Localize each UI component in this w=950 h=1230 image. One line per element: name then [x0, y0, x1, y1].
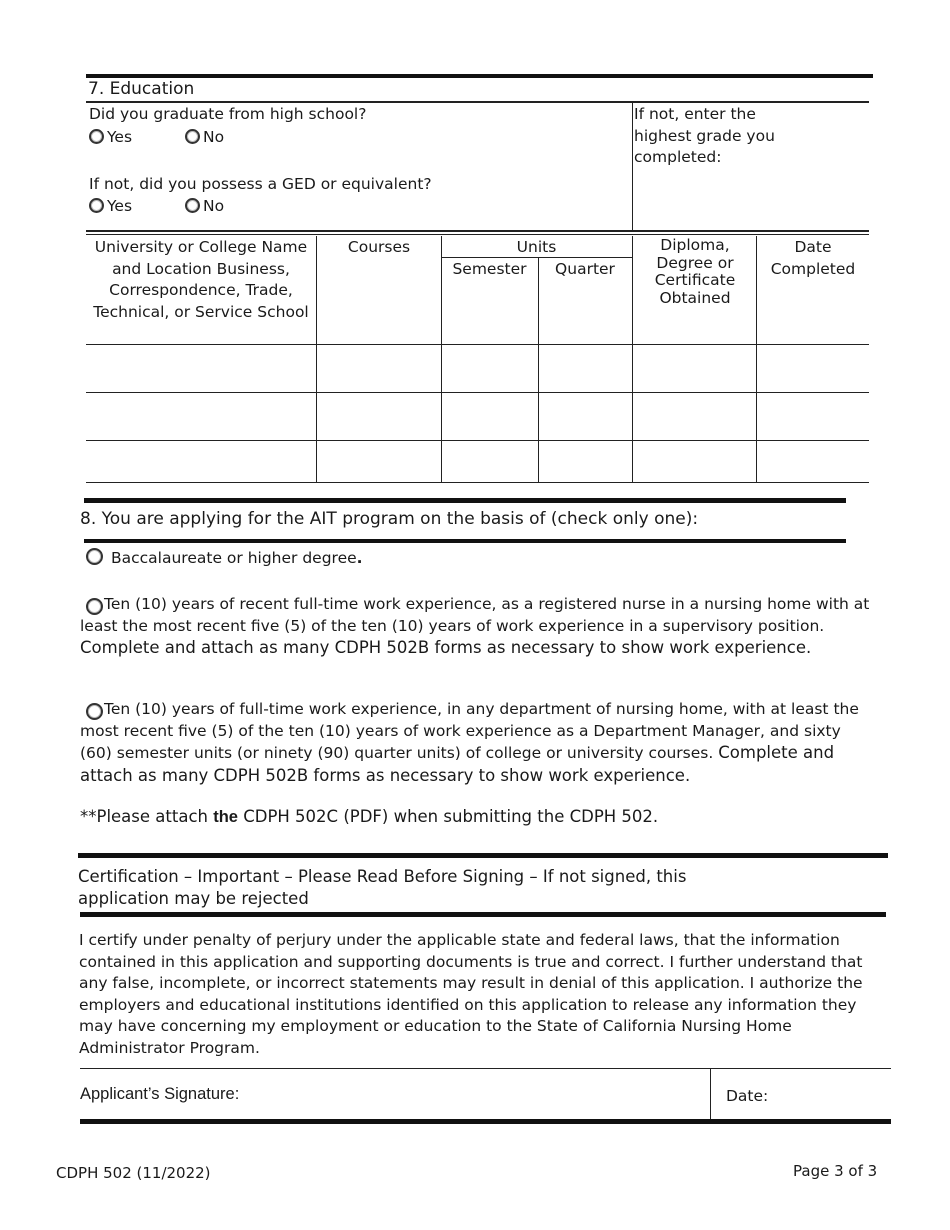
highschool-question: Did you graduate from high school? [89, 105, 367, 123]
col-courses-header: Courses [347, 238, 411, 256]
form-id: CDPH 502 (11/2022) [56, 1164, 211, 1182]
units-subheader-rule [441, 257, 632, 258]
section8-top-rule [84, 498, 846, 503]
col-quarter-header: Quarter [555, 260, 615, 278]
section7-top-rule [86, 74, 873, 78]
radio-button-icon[interactable] [89, 198, 104, 213]
col-diploma-header: Diploma, Degree or Certificate Obtained [654, 236, 736, 307]
certification-title: Certification – Important – Please Read Before Signing – If not signed, this application may be rejected [78, 867, 687, 908]
highest-grade-label: If not, enter the highest grade you completed: [634, 105, 775, 166]
education-table-top-rule-2 [86, 234, 869, 235]
radio-button-icon[interactable] [185, 198, 200, 213]
certification-top-rule [78, 853, 888, 858]
signature-label: Applicant’s Signature: [80, 1085, 240, 1103]
col-date-header: Date Completed [770, 238, 856, 278]
col-school-header: University or College Name and Location Business, Correspondence, Trade, Technical, or Service School [93, 238, 309, 321]
education-table-top-rule-1 [86, 230, 869, 232]
table-row[interactable] [86, 441, 869, 482]
section8-title: 8. You are applying for the AIT program on the basis of (check only one): [80, 509, 699, 529]
signature-top-rule [80, 1068, 891, 1069]
col-semester-header: Semester [452, 260, 527, 278]
table-row[interactable] [86, 393, 869, 440]
ged-yes[interactable]: Yes [89, 196, 132, 217]
date-field[interactable] [775, 1072, 887, 1118]
date-label: Date: [726, 1087, 769, 1105]
highschool-yes[interactable]: Yes [89, 127, 132, 148]
table-row-line [86, 482, 869, 483]
certification-body: I certify under penalty of perjury under the applicable state and federal laws, that the information contained in this application and supporting documents is true and correct. I further understand that any false, incomplete, or incorrect statements may result in denial of this application. I authorize the employers and educational institutions identified on this application to release any information they may have concerning my employment or education to the State of California Nursing Home Administrator Program. [79, 931, 863, 1057]
attach-note: **Please attach the CDPH 502C (PDF) when submitting the CDPH 502. [80, 807, 659, 826]
option-department-manager[interactable]: Ten (10) years of full-time work experience, in any department of nursing home, with at least the most recent five (5) of the ten (10) years of work experience as a Department Manager, and sixty (60) semester units (or ninety (90) quarter units) of college or university courses. Complete and attach as many CDPH 502B forms as necessary to show work experience. [80, 700, 859, 785]
radio-button-icon[interactable] [185, 129, 200, 144]
highschool-no[interactable]: No [185, 127, 224, 148]
highest-grade-divider [632, 103, 633, 231]
signature-date-divider [710, 1069, 711, 1120]
table-row[interactable] [86, 345, 869, 392]
radio-button-icon[interactable] [86, 548, 103, 565]
option-rn-experience[interactable]: Ten (10) years of recent full-time work experience, as a registered nurse in a nursing home with at least the most recent five (5) of the ten (10) years of work experience in a supervisory position. Complete and attach as many CDPH 502B forms as necessary to show work experience. [80, 595, 870, 657]
section8-title-rule [84, 539, 846, 543]
section7-title-rule [86, 101, 869, 103]
page-number: Page 3 of 3 [793, 1162, 878, 1180]
signature-field[interactable] [260, 1072, 705, 1118]
section7-title: 7. Education [88, 79, 195, 99]
certification-title-rule [80, 912, 886, 917]
col-units-header: Units [516, 238, 557, 256]
radio-button-icon[interactable] [89, 129, 104, 144]
option-baccalaureate[interactable]: Baccalaureate or higher degree. [86, 548, 363, 569]
signature-bottom-rule [80, 1119, 891, 1124]
ged-question: If not, did you possess a GED or equivalent? [89, 175, 432, 193]
ged-no[interactable]: No [185, 196, 224, 217]
